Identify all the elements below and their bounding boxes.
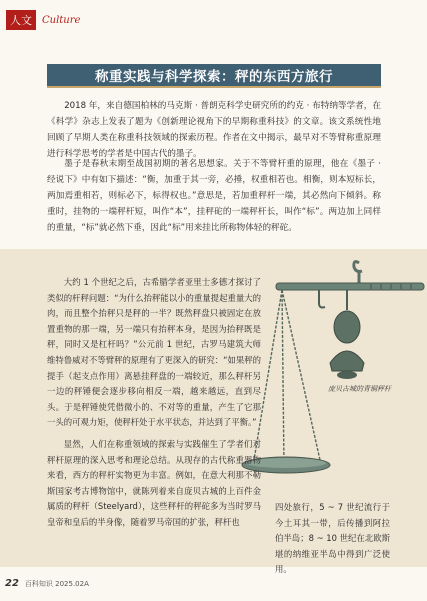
body-paragraph-3: 四处旅行，5 ~ 7 世纪流行于今土耳其一带，后传播到阿拉伯半岛；8 ~ 10 世纪在北欧斯堪的纳维亚半岛中得到广泛使用。 — [275, 502, 390, 575]
article-title: 称重实践与科学探索：秤的东西方旅行 — [47, 64, 381, 88]
page-number: 22 — [5, 578, 19, 589]
page-footer — [5, 578, 89, 589]
intro-paragraph-1: 2018 年，来自德国柏林的马克斯 · 普朗克科学史研究所的约克 · 布特纳等学者，在《科学》杂志上发表了题为《创新理论视角下的早期称重科技》的文章。该文系统性地回顾了早期人类在称重科技领域的探索历程。作者在文中揭示，最早对不等臂称重原理进行科学思考的学者是中国古代的墨子。 — [47, 101, 381, 159]
body-paragraph-2: 显然，人们在称重领域的探索与实践催生了学者们对秤杆原理的深入思考和理论总结。从现存的古代称重器物来看，西方的秤杆实物更为丰富。例如，在意大利那不勒斯国家考古博物馆中，就陈列着来自庞贝古城的上百件金属质的秤杆（Steelyard），这些秤杆的秤砣多为当时罗马皇帝和皇后的半身像，随着罗马帝国的扩张，秤杆也 — [47, 439, 261, 527]
body-paragraph-1: 大约 1 个世纪之后，古希腊学者亚里士多德才探讨了类似的杆秤问题：“为什么抬秤能以小的重量提起重量大的肉，而且整个抬秤只是秤的一半？既然秤盘只被固定在放置重物的那一端，另一端只有抬秤本身，是因为抬秤既是秤，同时又是杠杆吗？”公元前 1 世纪，古罗马建筑大师维特鲁威对不等臂秤的原理有了更深入的研究：“如果秤的提手（起支点作用）离悬挂秤盘的一端较近，那么秤杆另一边的秤锤便会逐步移向相反一端，越来越远，直到尽头。于是秤锤使凭借微小的、不对等的重量，产生了它那一头的可观力矩，使秤杆处于水平状态，并达到了平衡。” — [47, 277, 261, 428]
intro-paragraph-2: 墨子是春秋末期至战国初期的著名思想家。关于不等臂杆重的原理，他在《墨子 · 经说下》中有如下描述：“衡，加重于其一旁，必捶，权重相若也。相衡，则本短标长，两加焉重相若，则标必下，标得权也。”意思是，若加重秤杆一端，其必然向下倾斜。称重时，挂物的一端秤杆短，叫作“本”，挂秤砣的一端秤杆长，叫作“标”。两边加上同样的重量，“标”就必然下垂，因此“标”用来挂比所称物体轻的秤砣。 — [47, 159, 381, 233]
image-caption: 庞贝古城的青铜秤杆 — [328, 385, 391, 393]
journal-name: 百科知识 2025.02A — [24, 579, 89, 588]
section-tag-en: Culture — [42, 14, 81, 26]
section-tag — [6, 10, 80, 30]
section-tag-cn: 人文 — [6, 10, 36, 30]
